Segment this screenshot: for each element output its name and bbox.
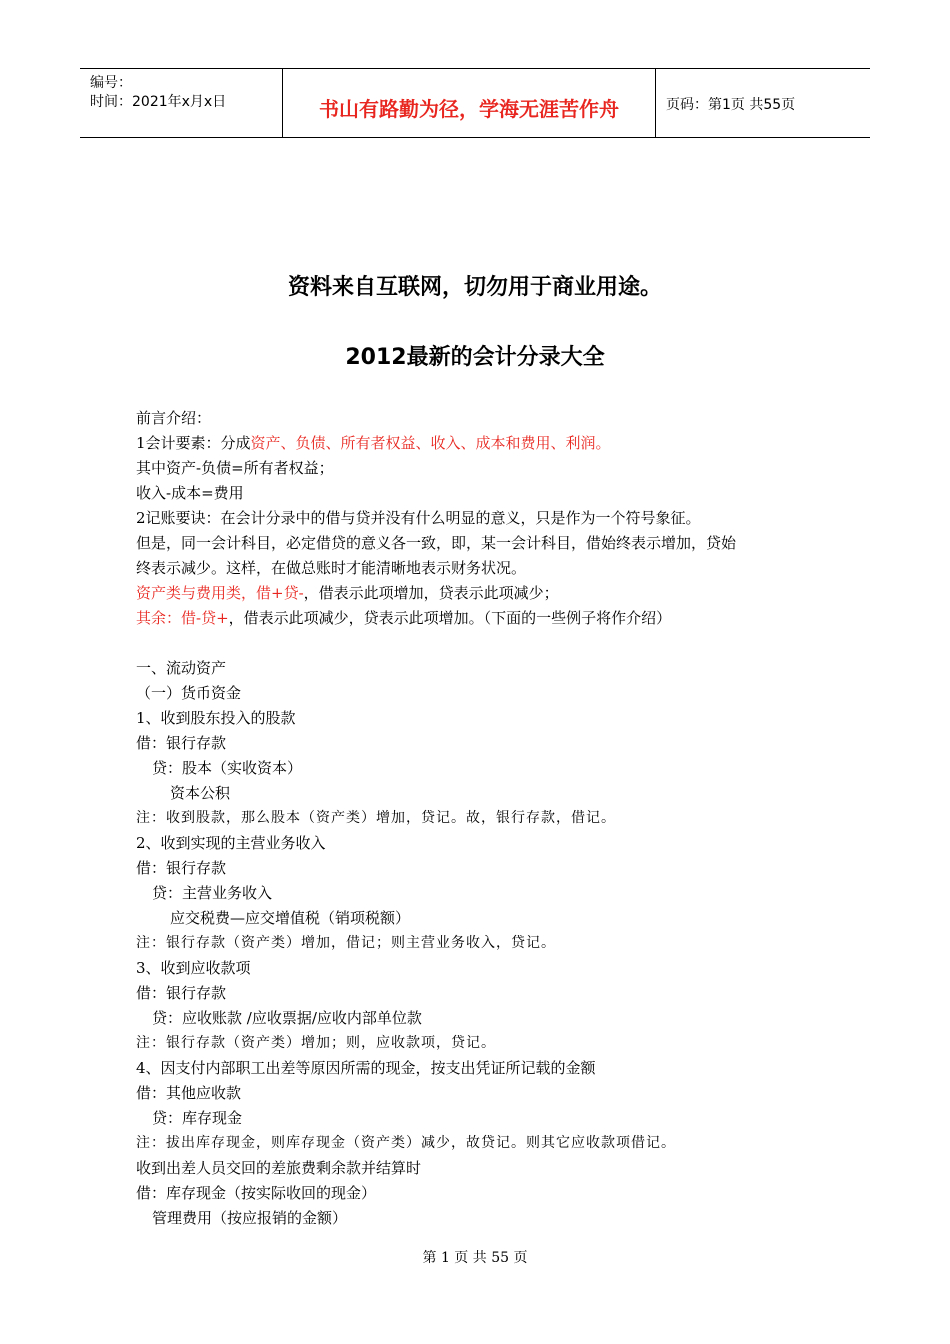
intro-label: 前言介绍：: [136, 409, 212, 427]
item-4-credit: 贷：库存现金: [152, 1109, 243, 1127]
section-heading: 一、流动资产: [136, 659, 227, 677]
header-meta-cell: [80, 69, 282, 137]
header-table: [80, 68, 870, 138]
rule-line-3: 终表示减少。这样，在做总账时才能清晰地表示财务状况。: [136, 559, 527, 577]
rule-line-2: 但是，同一会计科目，必定借贷的意义各一致，即，某一会计科目，借始终表示增加，贷始: [136, 534, 737, 552]
motto: 书山有路勤为径，学海无涯苦作舟: [319, 97, 619, 121]
item-1-title: 1、收到股东投入的股款: [136, 709, 296, 727]
item-2-credit: 贷：主营业务收入: [152, 884, 273, 902]
item-4b-debit: 借：库存现金（按实际收回的现金）: [136, 1184, 377, 1202]
asset-rule-highlight: 资产类与费用类，借+贷-: [136, 584, 304, 602]
item-2-credit-2: 应交税费—应交增值税（销项税额）: [170, 909, 411, 927]
header-motto-cell: [282, 69, 656, 137]
elements-list: 资产、负债、所有者权益、收入、成本和费用、利润。: [250, 434, 611, 452]
item-3-debit: 借：银行存款: [136, 984, 227, 1002]
asset-rule-line: [136, 582, 559, 603]
rule-line-1: 2记账要诀：在会计分录中的借与贷并没有什么明显的意义，只是作为一个符号象征。: [136, 509, 701, 527]
item-1-debit: 借：银行存款: [136, 734, 227, 752]
item-3-title: 3、收到应收款项: [136, 959, 251, 977]
item-1-note: 注：收到股款，那么股本（资产类）增加，贷记。故，银行存款，借记。: [136, 810, 616, 826]
other-rule-line: [136, 607, 671, 628]
disclaimer-title: 资料来自互联网，切勿用于商业用途。: [287, 275, 662, 300]
item-4-title: 4、因支付内部职工出差等原因所需的现金，按支出凭证所记载的金额: [136, 1059, 596, 1077]
number-label: 编号：: [90, 75, 132, 91]
asset-rule-text: ，借表示此项增加，贷表示此项减少；: [303, 584, 559, 602]
item-4-debit: 借：其他应收款: [136, 1084, 242, 1102]
item-1-credit: 贷：股本（实收资本）: [152, 759, 303, 777]
item-4-note: 注：拔出库存现金，则库存现金（资产类）减少，故贷记。则其它应收款项借记。: [136, 1135, 676, 1151]
item-2-title: 2、收到实现的主营业务收入: [136, 834, 326, 852]
item-2-debit: 借：银行存款: [136, 859, 227, 877]
item-4b-title: 收到出差人员交回的差旅费剩余款并结算时: [136, 1159, 422, 1177]
item-4b-debit-2: 管理费用（按应报销的金额）: [152, 1209, 348, 1227]
time-label: 时间：2021年x月x日: [90, 94, 227, 110]
page-title: 2012最新的会计分录大全: [345, 345, 605, 370]
equation-2: 收入-成本=费用: [136, 484, 244, 502]
other-rule-text: ，借表示此项减少，贷表示此项增加。（下面的一些例子将作介绍）: [228, 609, 672, 627]
item-1-credit-2: 资本公积: [170, 784, 231, 802]
item-2-note: 注：银行存款（资产类）增加，借记；则主营业务收入，贷记。: [136, 935, 556, 951]
page-footer: 第 1 页 共 55 页: [422, 1250, 528, 1266]
page-info: 页码：第1页 共55页: [666, 97, 796, 113]
header-page-cell: [656, 69, 870, 137]
item-3-note: 注：银行存款（资产类）增加；则，应收款项，贷记。: [136, 1035, 496, 1051]
elements-prefix: 1会计要素：分成: [136, 434, 251, 452]
subsection-heading: （一）货币资金: [136, 684, 242, 702]
equation-1: 其中资产-负债=所有者权益；: [136, 459, 334, 477]
other-rule-highlight: 其余：借-贷+: [136, 609, 229, 627]
item-3-credit: 贷：应收账款 /应收票据/应收内部单位款: [152, 1009, 422, 1027]
elements-line: [136, 432, 611, 453]
